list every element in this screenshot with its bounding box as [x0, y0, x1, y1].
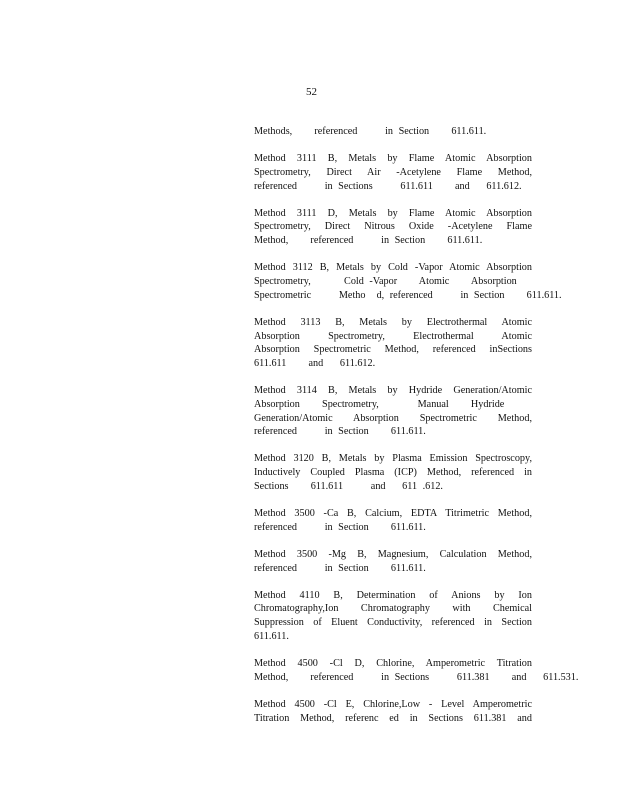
text-line: Methods, referenced in Section 611.611. — [254, 126, 487, 137]
text-line: Method 3114 B, Metals by Hydride Generation/Atomic — [254, 385, 532, 397]
text-line: Method 4500 -Cl D, Chlorine, Amperometric Titration — [254, 657, 532, 669]
text-line: Spectrometry, Cold -Vapor Atomic Absorption — [254, 275, 517, 287]
text-line: Inductively Coupled Plasma (ICP) Method, referenced in — [254, 467, 532, 479]
text-line: Titration Method, referenc ed in Sections 611.381 and — [254, 712, 532, 724]
reference-paragraph — [254, 548, 532, 576]
reference-paragraph — [254, 589, 532, 644]
text-line: Sections 611.611 and 611 .612. — [254, 481, 443, 493]
text-line: referenced in Section 611.611. — [254, 426, 426, 438]
reference-paragraph — [254, 452, 532, 493]
text-line: 611.611. — [254, 631, 289, 642]
text-line: Generation/Atomic Absorption Spectrometric Method, — [254, 412, 532, 424]
text-line: Method 3112 B, Metals by Cold -Vapor Atomic Absorption — [254, 262, 532, 274]
text-line: Method 4110 B, Determination of Anions by Ion — [254, 589, 532, 601]
body-text — [254, 125, 579, 739]
text-line: referenced in Sections 611.611 and 611.612. — [254, 180, 522, 192]
reference-paragraph — [254, 507, 532, 535]
text-line: Method 3111 B, Metals by Flame Atomic Absorption — [254, 152, 532, 164]
text-line: referenced in Section 611.611. — [254, 521, 426, 533]
text-line: Method 3111 D, Metals by Flame Atomic Absorption — [254, 207, 532, 219]
reference-paragraph — [254, 261, 562, 302]
text-line: Spectrometric Metho d, referenced in Section 611.611. — [254, 289, 562, 301]
text-line: Absorption Spectrometric Method, referenced inSections — [254, 344, 532, 356]
text-line: Method, referenced in Sections 611.381 and 611.531. — [254, 671, 579, 683]
reference-paragraph — [254, 657, 579, 685]
text-line: Suppression of Eluent Conductivity, referenced in Section — [254, 617, 532, 629]
text-line: Method 3500 -Ca B, Calcium, EDTA Titrimetric Method, — [254, 508, 532, 520]
text-line: Method 3500 -Mg B, Magnesium, Calculation Method, — [254, 548, 532, 560]
text-line: referenced in Section 611.611. — [254, 562, 426, 574]
text-line: Spectrometry, Direct Nitrous Oxide -Acetylene Flame — [254, 221, 532, 233]
text-line: Chromatography,Ion Chromatography with Chemical — [254, 603, 532, 615]
text-line: Absorption Spectrometry, Electrothermal Atomic — [254, 330, 532, 342]
reference-paragraph — [254, 152, 532, 193]
text-line: Method, referenced in Section 611.611. — [254, 235, 483, 247]
reference-paragraph — [254, 125, 532, 139]
reference-paragraph — [254, 316, 532, 371]
text-line: Spectrometry, Direct Air -Acetylene Flame Method, — [254, 166, 532, 178]
reference-paragraph — [254, 384, 532, 439]
text-line: 611.611 and 611.612. — [254, 358, 376, 370]
reference-paragraph — [254, 207, 532, 248]
page-number: 52 — [306, 86, 317, 98]
text-line: Method 3120 B, Metals by Plasma Emission Spectroscopy, — [254, 453, 532, 465]
reference-paragraph — [254, 698, 532, 726]
text-line: Method 3113 B, Metals by Electrothermal Atomic — [254, 316, 532, 328]
text-line: Absorption Spectrometry, Manual Hydride — [254, 398, 505, 410]
text-line: Method 4500 -Cl E, Chlorine,Low - Level Amperometric — [254, 698, 532, 710]
